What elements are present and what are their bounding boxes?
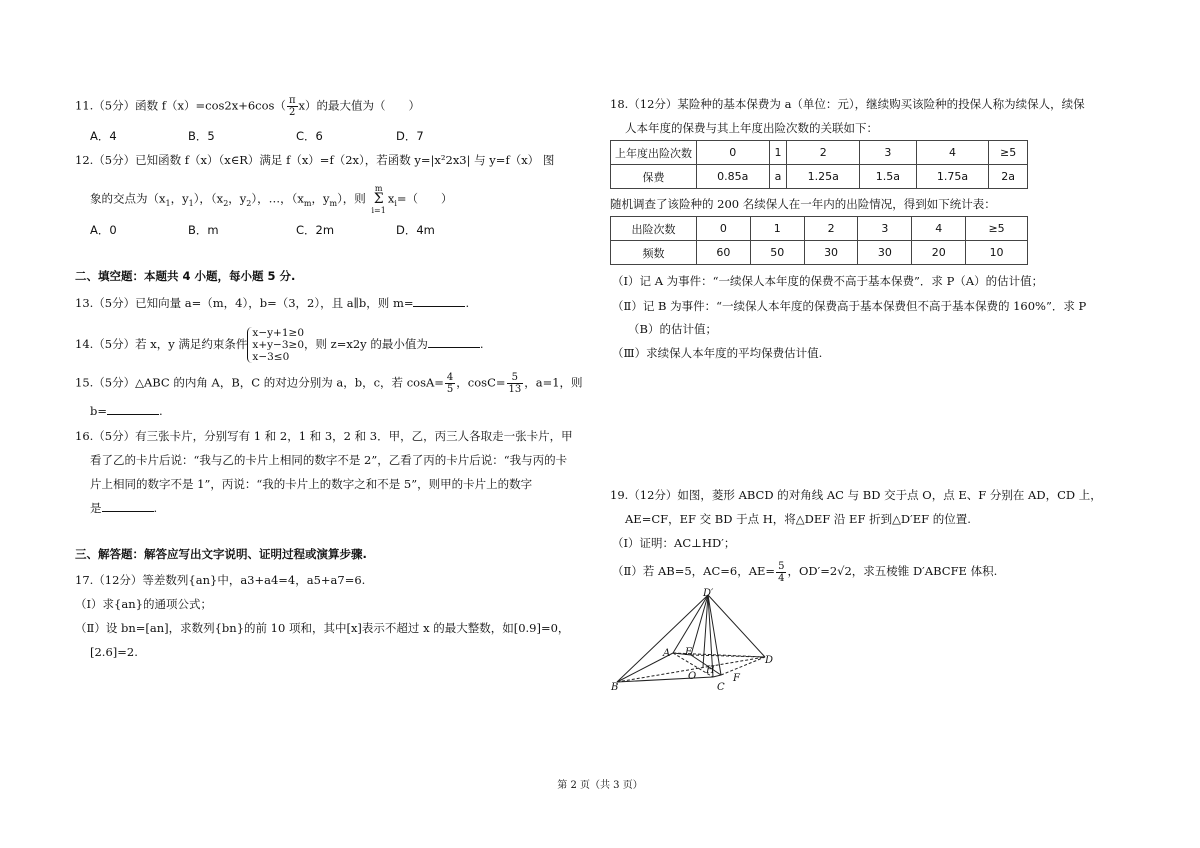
table-cell: 0: [697, 217, 751, 241]
q18-mid: 随机调查了该险种的 200 名续保人在一年内的出险情况，得到如下统计表：: [610, 197, 996, 211]
q12-option-b: B．m: [188, 223, 219, 237]
label-a: A: [663, 648, 671, 659]
frequency-table-header-row: [611, 217, 1028, 241]
q14-text-b: ，则 z=x2y 的最小值为: [304, 337, 428, 351]
constraint-2: x+y−3≥0: [252, 339, 305, 351]
table-cell: ≥5: [966, 217, 1028, 241]
q12-option-d: D．4m: [396, 223, 435, 237]
table-cell: 1.5a: [859, 165, 916, 189]
table-cell: 30: [858, 241, 912, 265]
page-footer: 第 2 页（共 3 页）: [557, 780, 643, 791]
sum-sub: i: [394, 198, 397, 208]
table-cell: ≥5: [989, 141, 1028, 165]
q11-pi: π: [288, 95, 296, 106]
q19-part2: [612, 556, 997, 586]
q19-part2-text-b: ，OD′=2√2，求五棱锥 D′ABCFE 体积.: [787, 564, 998, 578]
table-cell: 4: [912, 217, 966, 241]
label-o: O: [688, 671, 697, 682]
q15-blank: [107, 404, 159, 415]
premium-table-header-row: [611, 141, 1028, 165]
q11-text-b: x）的最大值为（ ）: [298, 98, 420, 113]
table-cell: a: [769, 165, 787, 189]
q15-d2: 13: [508, 384, 522, 395]
q12-option-a: A．0: [90, 223, 117, 237]
sum-body: x: [387, 191, 395, 206]
q15-text-a: 15.（5分）△ABC 的内角 A，B，C 的对边分别为 a，b，c，若 cosA=: [75, 375, 444, 390]
q16-line-2: 看了乙的卡片后说：“我与乙的卡片上相同的数字不是 2”，乙看了丙的卡片后说：“我与丙的卡: [90, 453, 568, 467]
table-cell: 1.75a: [916, 165, 989, 189]
frequency-table-row: [611, 241, 1028, 265]
q13: 13.（5分）已知向量 a=（m，4），b=（3，2），且 a∥b，则 m= .: [75, 296, 470, 310]
q18-part1: （Ⅰ）记 A 为事件：“一续保人本年度的保费不高于基本保费”．求 P（A）的估计值；: [612, 274, 1044, 288]
q18-line-1: 18.（12分）某险种的基本保费为 a（单位：元），继续购买该险种的投保人称为续保人，续保: [610, 97, 1085, 111]
summation-symbol: m Σ i=1: [371, 184, 386, 215]
q12-t2: ，y: [170, 191, 189, 206]
q18-part2: （Ⅱ）记 B 为事件：“一续保人本年度的保费高于基本保费但不高于基本保费的 160%”．求 P: [612, 299, 1087, 313]
premium-table-row: [611, 165, 1028, 189]
q15-frac-2: [507, 372, 524, 395]
q19-frac: [776, 561, 786, 584]
q12-t1: 象的交点为（x: [90, 191, 166, 206]
sum-top: m: [374, 184, 383, 193]
q19-d: 4: [778, 572, 785, 584]
q12-t5: ），…，（x: [251, 191, 304, 206]
q18-part3: （Ⅲ）求续保人本年度的平均保费估计值.: [612, 346, 823, 360]
q19-line-1: 19.（12分）如图，菱形 ABCD 的对角线 AC 与 BD 交于点 O，点 E、F 分别在 AD，CD 上，: [610, 488, 1102, 502]
q14-blank: [428, 337, 480, 348]
q18-line-2: 人本年度的保费与其上年度出险次数的关联如下：: [625, 121, 878, 135]
table-cell: 3: [859, 141, 916, 165]
table-cell: 0.85a: [697, 165, 770, 189]
q12-stem-b: 象的交点为（$x_1$，$y_1$），（$x_2$，$y_2$），…，（$x_m$，$y_m$），则 m Σ $i=1x_i=$（ ）: [90, 184, 453, 215]
table-cell: 10: [966, 241, 1028, 265]
table-cell: 30: [804, 241, 858, 265]
q12-stem-a: 12.（5分）已知函数 f（x）（x∈R）满足 f（x）=f（2x），若函数 y=|x²2x3| 与 y=f（x） 图: [75, 153, 555, 167]
constraint-system: [247, 327, 304, 363]
q19-part2-text-a: （Ⅱ）若 AB=5，AC=6，AE=: [612, 564, 776, 578]
table-cell: 1: [750, 217, 804, 241]
q19-part1: （Ⅰ）证明：AC⊥HD′；: [612, 536, 736, 550]
label-h: H: [706, 665, 715, 676]
table-cell: 2: [787, 141, 860, 165]
frequency-table: [610, 216, 1028, 265]
q15-text-d: b=: [90, 404, 107, 418]
table-cell: 1.25a: [787, 165, 860, 189]
q11-two: 2: [289, 107, 296, 118]
q13-text: 13.（5分）已知向量 a=（m，4），b=（3，2），且 a∥b，则 m=: [75, 296, 414, 310]
q19-line-2: AE=CF，EF 交 BD 于点 H，将△DEF 沿 EF 折到△D′EF 的位置.: [625, 512, 971, 526]
q11-option-b: B．5: [188, 129, 215, 143]
q17-part1: （Ⅰ）求{an}的通项公式；: [75, 597, 212, 611]
q15-d1: 5: [446, 384, 454, 395]
q12-t6: ，y: [311, 191, 330, 206]
sum-bottom: i=1: [371, 206, 386, 215]
q12-t3: ），（x: [193, 191, 224, 206]
q13-blank: [413, 296, 465, 307]
label-c: C: [717, 682, 725, 693]
q18-part2-cont: （B）的估计值；: [628, 322, 717, 336]
table-cell: 频数: [611, 241, 697, 265]
q15-text-c: ，a=1，则: [524, 375, 583, 390]
q11-option-a: A．4: [90, 129, 117, 143]
table-cell: 20: [912, 241, 966, 265]
table-cell: 2a: [989, 165, 1028, 189]
q17-part2: （Ⅱ）设 bn=[an]，求数列{bn}的前 10 项和，其中[x]表示不超过 x 的最大整数，如[0.9]=0，: [75, 621, 570, 635]
q19-n: 5: [778, 560, 785, 572]
q15-frac-1: [445, 372, 455, 395]
label-b: B: [611, 682, 619, 693]
q15-line-2: b= .: [90, 404, 163, 418]
q15-text-b: ，cosC=: [456, 375, 506, 390]
table-cell: 上年度出险次数: [611, 141, 697, 165]
table-cell: 50: [750, 241, 804, 265]
constraint-1: x−y+1≥0: [252, 327, 305, 339]
label-f: F: [733, 673, 740, 684]
table-cell: 保费: [611, 165, 697, 189]
q12-t7: ），则: [337, 191, 366, 206]
q11-option-c: C．6: [296, 129, 323, 143]
q16-line-4: 是 .: [90, 501, 158, 515]
q11-option-d: D．7: [396, 129, 424, 143]
q16-line-3: 片上相同的数字不是 1”，丙说：“我的卡片上的数字之和不是 5”，则甲的卡片上的数字: [90, 477, 533, 491]
label-e: E: [685, 647, 693, 658]
table-cell: 0: [697, 141, 770, 165]
q12-t8: =（ ）: [396, 191, 453, 206]
q11-fraction: [287, 95, 298, 118]
table-cell: 出险次数: [611, 217, 697, 241]
label-d-prime: D′: [703, 588, 714, 599]
pyramid-figure: [605, 585, 785, 695]
q16-text-4: 是: [90, 501, 102, 515]
section-solutions-heading: 三、解答题：解答应写出文字说明、证明过程或演算步骤.: [75, 547, 367, 561]
section-fill-in-heading: 二、填空题：本题共 4 小题，每小题 5 分.: [75, 269, 296, 283]
q15-line-1: [75, 372, 583, 395]
q14-text-a: 14.（5分）若 x，y 满足约束条件: [75, 337, 248, 351]
q16-blank: [102, 501, 154, 512]
q15-n1: 4: [446, 372, 454, 383]
q11-stem: [75, 95, 420, 118]
q11-text-a: 11.（5分）函数 f（x）=cos2x+6cos（: [75, 98, 286, 113]
table-cell: 3: [858, 217, 912, 241]
constraint-3: x−3≤0: [252, 351, 290, 363]
q15-n2: 5: [507, 372, 524, 384]
q17-stem: 17.（12分）等差数列{an}中，a3+a4=4，a5+a7=6.: [75, 573, 366, 587]
label-d: D: [765, 655, 774, 666]
premium-table: [610, 140, 1028, 189]
table-cell: 1: [769, 141, 787, 165]
q12-option-c: C．2m: [296, 223, 335, 237]
table-cell: 2: [804, 217, 858, 241]
q17-part2-cont: [2.6]=2.: [90, 645, 138, 659]
q12-t4: ，y: [228, 191, 247, 206]
q14: 14.（5分）若 x，y 满足约束条件 x−y+1≥0 x+y−3≥0 x−3≤0 ，则 z=x2y 的最小值为 .: [75, 327, 484, 363]
table-cell: 4: [916, 141, 989, 165]
table-cell: 60: [697, 241, 751, 265]
q16-line-1: 16.（5分）有三张卡片，分别写有 1 和 2，1 和 3，2 和 3．甲，乙，丙三人各取走一张卡片，甲: [75, 429, 573, 443]
